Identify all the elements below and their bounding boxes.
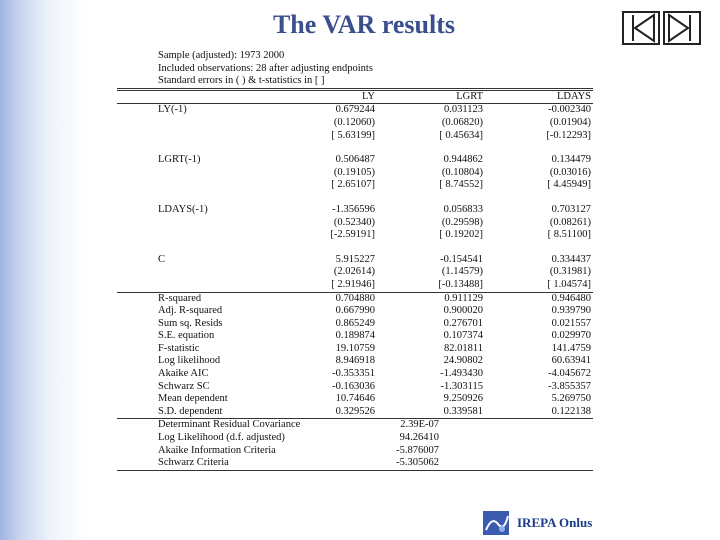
stat-row xyxy=(117,318,593,331)
coef-cell: (0.29598) xyxy=(441,216,483,228)
stat-cell: 0.865249 xyxy=(335,317,375,329)
stat-label: Sum sq. Resids xyxy=(158,317,223,329)
stat-cell: -0.163036 xyxy=(332,380,375,392)
prev-slide-button[interactable] xyxy=(622,11,660,45)
coef-cell: (0.12060) xyxy=(333,116,375,128)
variable-label: LDAYS(-1) xyxy=(158,203,208,215)
coef-cell: 0.679244 xyxy=(335,104,375,116)
column-header: LGRT xyxy=(456,90,483,102)
stat-cell: 8.946918 xyxy=(335,355,375,367)
stat-cell: 0.021557 xyxy=(551,317,591,329)
stat-cell: 19.10759 xyxy=(335,342,375,354)
coef-cell: (0.52340) xyxy=(333,216,375,228)
coef-cell: 0.056833 xyxy=(443,203,483,215)
stat-cell: -4.045672 xyxy=(548,368,591,380)
coef-row xyxy=(117,217,593,230)
summary-value: -5.876007 xyxy=(396,444,439,456)
header-line: Standard errors in ( ) & t-statistics in [ ] xyxy=(158,75,325,87)
variable-label xyxy=(117,117,267,130)
coefficients-block xyxy=(117,104,593,291)
coef-cell: [ 1.04574] xyxy=(547,278,591,290)
stat-row xyxy=(117,368,593,381)
table-rule xyxy=(117,470,593,471)
summary-block xyxy=(117,419,593,469)
variable-label xyxy=(117,130,267,143)
next-slide-button[interactable] xyxy=(663,11,701,45)
column-header: LDAYS xyxy=(556,90,591,102)
coef-row xyxy=(117,104,593,117)
stat-cell: 0.107374 xyxy=(443,330,483,342)
variable-label: C xyxy=(158,253,166,265)
column-header-row xyxy=(117,91,593,104)
var-output-table xyxy=(117,50,593,471)
stat-cell: 0.189874 xyxy=(335,330,375,342)
coef-cell: 5.915227 xyxy=(335,253,375,265)
coef-cell: -0.154541 xyxy=(440,253,483,265)
stat-cell: 0.276701 xyxy=(443,317,483,329)
stat-cell: 0.122138 xyxy=(551,405,591,417)
stat-cell: 0.329526 xyxy=(335,405,375,417)
variable-label: LGRT(-1) xyxy=(158,154,201,166)
stat-row xyxy=(117,406,593,419)
coef-row xyxy=(117,167,593,180)
summary-value: -5.305062 xyxy=(396,457,439,469)
coef-row xyxy=(117,279,593,292)
stat-cell: 9.250926 xyxy=(443,393,483,405)
coef-cell: -1.356596 xyxy=(332,203,375,215)
column-header: LY xyxy=(362,90,375,102)
coef-cell: (0.06820) xyxy=(441,116,483,128)
stat-cell: 141.4759 xyxy=(551,342,591,354)
stat-label: S.D. dependent xyxy=(158,405,223,417)
variable-label: LY(-1) xyxy=(158,104,187,116)
coef-row xyxy=(117,254,593,267)
stat-cell: 0.339581 xyxy=(443,405,483,417)
stat-cell: 0.900020 xyxy=(443,305,483,317)
coef-cell: [ 8.51100] xyxy=(547,229,591,241)
coef-row xyxy=(117,229,593,242)
stat-cell: 10.74646 xyxy=(335,393,375,405)
stat-cell: 60.63941 xyxy=(551,355,591,367)
stat-cell: 0.667990 xyxy=(335,305,375,317)
coef-cell: [ 0.19202] xyxy=(439,229,483,241)
variable-label xyxy=(117,217,267,230)
coef-cell: (2.02614) xyxy=(333,266,375,278)
coef-cell: (0.03016) xyxy=(549,166,591,178)
stat-cell: -0.353351 xyxy=(332,368,375,380)
coef-cell: 0.334437 xyxy=(551,253,591,265)
stat-cell: -3.855357 xyxy=(548,380,591,392)
header-line: Sample (adjusted): 1973 2000 xyxy=(158,50,285,61)
stat-cell: -1.493430 xyxy=(440,368,483,380)
summary-value: 94.26410 xyxy=(399,432,439,444)
coef-cell: [ 5.63199] xyxy=(331,129,375,141)
summary-row xyxy=(117,419,593,432)
statistics-block xyxy=(117,293,593,419)
coef-cell: [ 0.45634] xyxy=(439,129,483,141)
stat-label: S.E. equation xyxy=(158,330,215,342)
header-line: Included observations: 28 after adjusting endpoints xyxy=(158,62,373,74)
coef-cell: (0.31981) xyxy=(549,266,591,278)
footer xyxy=(482,510,592,536)
stat-label: F-statistic xyxy=(158,342,200,354)
summary-label: Schwarz Criteria xyxy=(158,457,229,469)
coef-cell: 0.944862 xyxy=(443,154,483,166)
coef-cell: [-0.13488] xyxy=(438,278,483,290)
coef-row xyxy=(117,154,593,167)
triangle-right-icon xyxy=(665,13,699,43)
output-header xyxy=(117,50,593,88)
stat-cell: 0.704880 xyxy=(335,292,375,304)
triangle-left-icon xyxy=(624,13,658,43)
summary-label: Log Likelihood (d.f. adjusted) xyxy=(158,432,285,444)
stat-cell: 0.946480 xyxy=(551,292,591,304)
summary-label: Determinant Residual Covariance xyxy=(158,419,301,431)
variable-label xyxy=(117,279,267,292)
variable-label xyxy=(117,167,267,180)
coef-cell: [ 8.74552] xyxy=(439,179,483,191)
coef-cell: (0.10804) xyxy=(441,166,483,178)
variable-label xyxy=(117,179,267,192)
coef-cell: 0.506487 xyxy=(335,154,375,166)
coef-cell: [-0.12293] xyxy=(546,129,591,141)
stat-label: Mean dependent xyxy=(158,393,228,405)
summary-row xyxy=(117,445,593,458)
summary-value: 2.39E-07 xyxy=(400,419,439,431)
left-gradient-bar xyxy=(0,0,90,540)
coef-cell: [ 4.45949] xyxy=(547,179,591,191)
stat-label: Akaike AIC xyxy=(158,368,209,380)
stat-label: Schwarz SC xyxy=(158,380,210,392)
coef-cell: 0.031123 xyxy=(444,104,483,116)
variable-label xyxy=(117,266,267,279)
coef-cell: (0.01904) xyxy=(549,116,591,128)
coef-row xyxy=(117,117,593,130)
coef-cell: -0.002340 xyxy=(548,104,591,116)
stat-cell: -1.303115 xyxy=(440,380,483,392)
summary-label: Akaike Information Criteria xyxy=(158,444,276,456)
stat-label: R-squared xyxy=(158,292,202,304)
irepa-logo-icon xyxy=(482,510,510,536)
coef-row xyxy=(117,130,593,143)
coef-row xyxy=(117,266,593,279)
coef-cell: [ 2.65107] xyxy=(331,179,375,191)
slide-title: The VAR results xyxy=(272,10,456,39)
coef-row xyxy=(117,204,593,217)
stat-label: Log likelihood xyxy=(158,355,221,367)
stat-row xyxy=(117,305,593,318)
coef-cell: (1.14579) xyxy=(441,266,483,278)
summary-row xyxy=(117,432,593,445)
stat-cell: 82.01811 xyxy=(444,342,483,354)
coef-cell: (0.08261) xyxy=(549,216,591,228)
stat-row xyxy=(117,343,593,356)
stat-row xyxy=(117,293,593,306)
stat-cell: 0.939790 xyxy=(551,305,591,317)
stat-row xyxy=(117,393,593,406)
stat-cell: 0.029970 xyxy=(551,330,591,342)
stat-cell: 5.269750 xyxy=(551,393,591,405)
coef-row xyxy=(117,179,593,192)
coef-cell: 0.703127 xyxy=(551,203,591,215)
summary-row xyxy=(117,457,593,470)
coef-cell: [ 2.91946] xyxy=(331,278,375,290)
stat-cell: 24.90802 xyxy=(443,355,483,367)
stat-row xyxy=(117,355,593,368)
stat-cell: 0.911129 xyxy=(444,292,483,304)
coef-cell: 0.134479 xyxy=(551,154,591,166)
variable-label xyxy=(117,229,267,242)
stat-row xyxy=(117,330,593,343)
coef-cell: [-2.59191] xyxy=(330,229,375,241)
coef-cell: (0.19105) xyxy=(333,166,375,178)
brand-name: IREPA Onlus xyxy=(517,515,593,530)
stat-row xyxy=(117,381,593,394)
stat-label: Adj. R-squared xyxy=(158,305,223,317)
